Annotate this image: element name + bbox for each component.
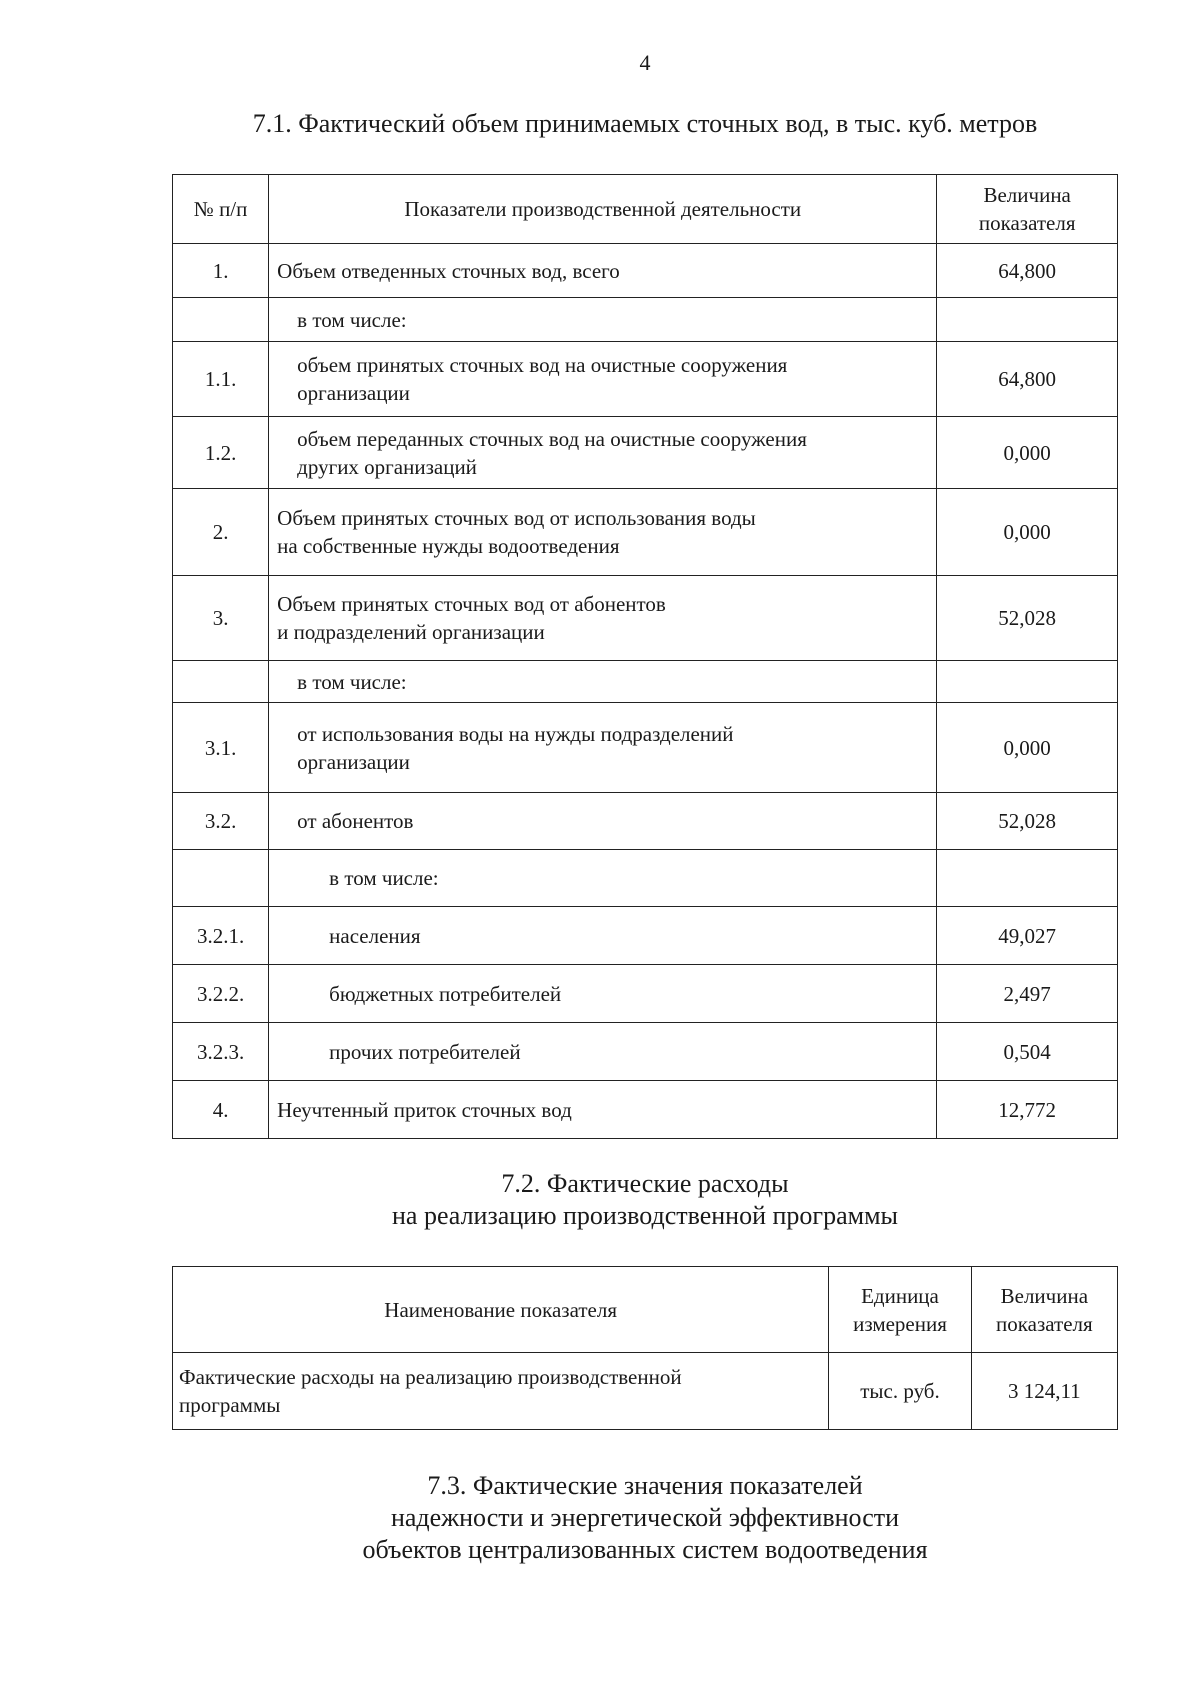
row-number: 2. xyxy=(173,489,269,576)
table-row xyxy=(173,1353,1118,1430)
row-indicator-line: организации xyxy=(297,749,410,774)
row-indicator xyxy=(269,489,937,576)
row-indicator xyxy=(269,907,937,965)
row-number xyxy=(173,661,269,703)
expenses-table xyxy=(172,1266,1118,1430)
table-row xyxy=(173,793,1118,850)
header-value xyxy=(937,175,1118,244)
row-indicator xyxy=(269,965,937,1023)
header-indicator: Показатели производственной деятельности xyxy=(269,175,937,244)
table-row xyxy=(173,1023,1118,1081)
section-7-2-title xyxy=(0,1168,1200,1232)
row-indicator-line: объем переданных сточных вод на очистные сооружения xyxy=(297,426,807,451)
header-value-line2: показателя xyxy=(996,1311,1093,1336)
row-indicator-line: в том числе: xyxy=(297,307,407,332)
header-value-line2: показателя xyxy=(978,211,1076,235)
header-value-line1: Величина xyxy=(1000,1283,1089,1308)
table-row xyxy=(173,661,1118,703)
row-value: 64,800 xyxy=(937,244,1118,298)
section-7-3-title-line2: надежности и энергетической эффективности xyxy=(390,1503,900,1532)
table-row xyxy=(173,850,1118,907)
row-value: 64,800 xyxy=(937,342,1118,417)
row-indicator xyxy=(269,244,937,298)
row-value xyxy=(937,661,1118,703)
row-number: 1.1. xyxy=(173,342,269,417)
row-indicator-line: Объем принятых сточных вод от абонентов xyxy=(277,592,666,616)
page-number: 4 xyxy=(639,50,651,75)
row-indicator xyxy=(269,661,937,703)
row-number: 1. xyxy=(173,244,269,298)
header-value-line1: Величина xyxy=(983,183,1071,207)
row-value: 0,000 xyxy=(937,489,1118,576)
section-7-2-title-line2: на реализацию производственной программы xyxy=(391,1201,898,1230)
header-unit xyxy=(829,1267,971,1353)
row-indicator-line: других организаций xyxy=(297,454,477,479)
row-indicator-line: от использования воды на нужды подразделений xyxy=(297,721,734,746)
table-header-row xyxy=(173,1267,1118,1353)
header-unit-line2: измерения xyxy=(853,1311,947,1336)
row-indicator-line: Неучтенный приток сточных вод xyxy=(277,1097,572,1122)
row-value: 52,028 xyxy=(937,576,1118,661)
row-indicator-line: прочих потребителей xyxy=(329,1039,521,1064)
row-value: 49,027 xyxy=(937,907,1118,965)
table-row xyxy=(173,907,1118,965)
table-header-row xyxy=(173,175,1118,244)
row-number: 3.1. xyxy=(173,703,269,793)
table-row xyxy=(173,342,1118,417)
table-row xyxy=(173,965,1118,1023)
row-value: 0,000 xyxy=(937,703,1118,793)
row-indicator-line: Объем принятых сточных вод от использования воды xyxy=(277,506,756,530)
row-indicator xyxy=(269,703,937,793)
row-indicator-line: от абонентов xyxy=(297,809,414,833)
table-row xyxy=(173,1081,1118,1139)
row-indicator-line: Объем отведенных сточных вод, всего xyxy=(277,258,620,283)
row-number: 3.2. xyxy=(173,793,269,850)
header-name: Наименование показателя xyxy=(173,1267,829,1353)
header-num: № п/п xyxy=(173,175,269,244)
expense-name-line1: Фактические расходы на реализацию производственной xyxy=(179,1365,682,1389)
section-7-3-title-line1: 7.3. Фактические значения показателей xyxy=(427,1471,863,1500)
row-indicator-line: на собственные нужды водоотведения xyxy=(277,534,620,558)
row-value xyxy=(937,850,1118,907)
row-indicator-line: организации xyxy=(297,381,410,405)
row-value: 12,772 xyxy=(937,1081,1118,1139)
table-body xyxy=(173,244,1118,1139)
row-indicator xyxy=(269,342,937,417)
section-7-2-title-line1: 7.2. Фактические расходы xyxy=(501,1169,789,1198)
row-number xyxy=(173,850,269,907)
row-number: 3.2.1. xyxy=(173,907,269,965)
row-value: 0,000 xyxy=(937,417,1118,489)
row-value: 52,028 xyxy=(937,793,1118,850)
row-value: 0,504 xyxy=(937,1023,1118,1081)
row-indicator-line: в том числе: xyxy=(329,866,439,890)
row-value xyxy=(937,298,1118,342)
section-7-3-title xyxy=(0,1470,1200,1566)
table-row xyxy=(173,489,1118,576)
table-row xyxy=(173,417,1118,489)
row-indicator xyxy=(269,850,937,907)
section-7-3-title-line3: объектов централизованных систем водоотведения xyxy=(362,1535,928,1564)
table-row xyxy=(173,298,1118,342)
row-number xyxy=(173,298,269,342)
table-row xyxy=(173,703,1118,793)
row-indicator-line: бюджетных потребителей xyxy=(329,981,562,1006)
row-indicator xyxy=(269,576,937,661)
row-number: 3. xyxy=(173,576,269,661)
expense-unit: тыс. руб. xyxy=(829,1353,971,1430)
table-row xyxy=(173,244,1118,298)
wastewater-volume-table xyxy=(172,174,1118,1139)
table-row xyxy=(173,576,1118,661)
header-unit-line1: Единица xyxy=(861,1283,939,1308)
row-number: 3.2.3. xyxy=(173,1023,269,1081)
row-number: 4. xyxy=(173,1081,269,1139)
row-value: 2,497 xyxy=(937,965,1118,1023)
row-indicator xyxy=(269,417,937,489)
row-indicator-line: объем принятых сточных вод на очистные сооружения xyxy=(297,353,788,377)
header-value xyxy=(971,1267,1117,1353)
expense-value: 3 124,11 xyxy=(971,1353,1117,1430)
row-indicator-line: в том числе: xyxy=(297,669,407,694)
row-indicator-line: и подразделений организации xyxy=(277,620,545,644)
expense-name xyxy=(173,1353,829,1430)
row-indicator xyxy=(269,793,937,850)
row-indicator-line: населения xyxy=(329,923,421,948)
expense-name-line2: программы xyxy=(179,1393,281,1417)
row-indicator xyxy=(269,1023,937,1081)
section-7-1-title: 7.1. Фактический объем принимаемых сточных вод, в тыс. куб. метров xyxy=(252,109,1038,138)
row-number: 3.2.2. xyxy=(173,965,269,1023)
row-indicator xyxy=(269,1081,937,1139)
row-indicator xyxy=(269,298,937,342)
row-number: 1.2. xyxy=(173,417,269,489)
